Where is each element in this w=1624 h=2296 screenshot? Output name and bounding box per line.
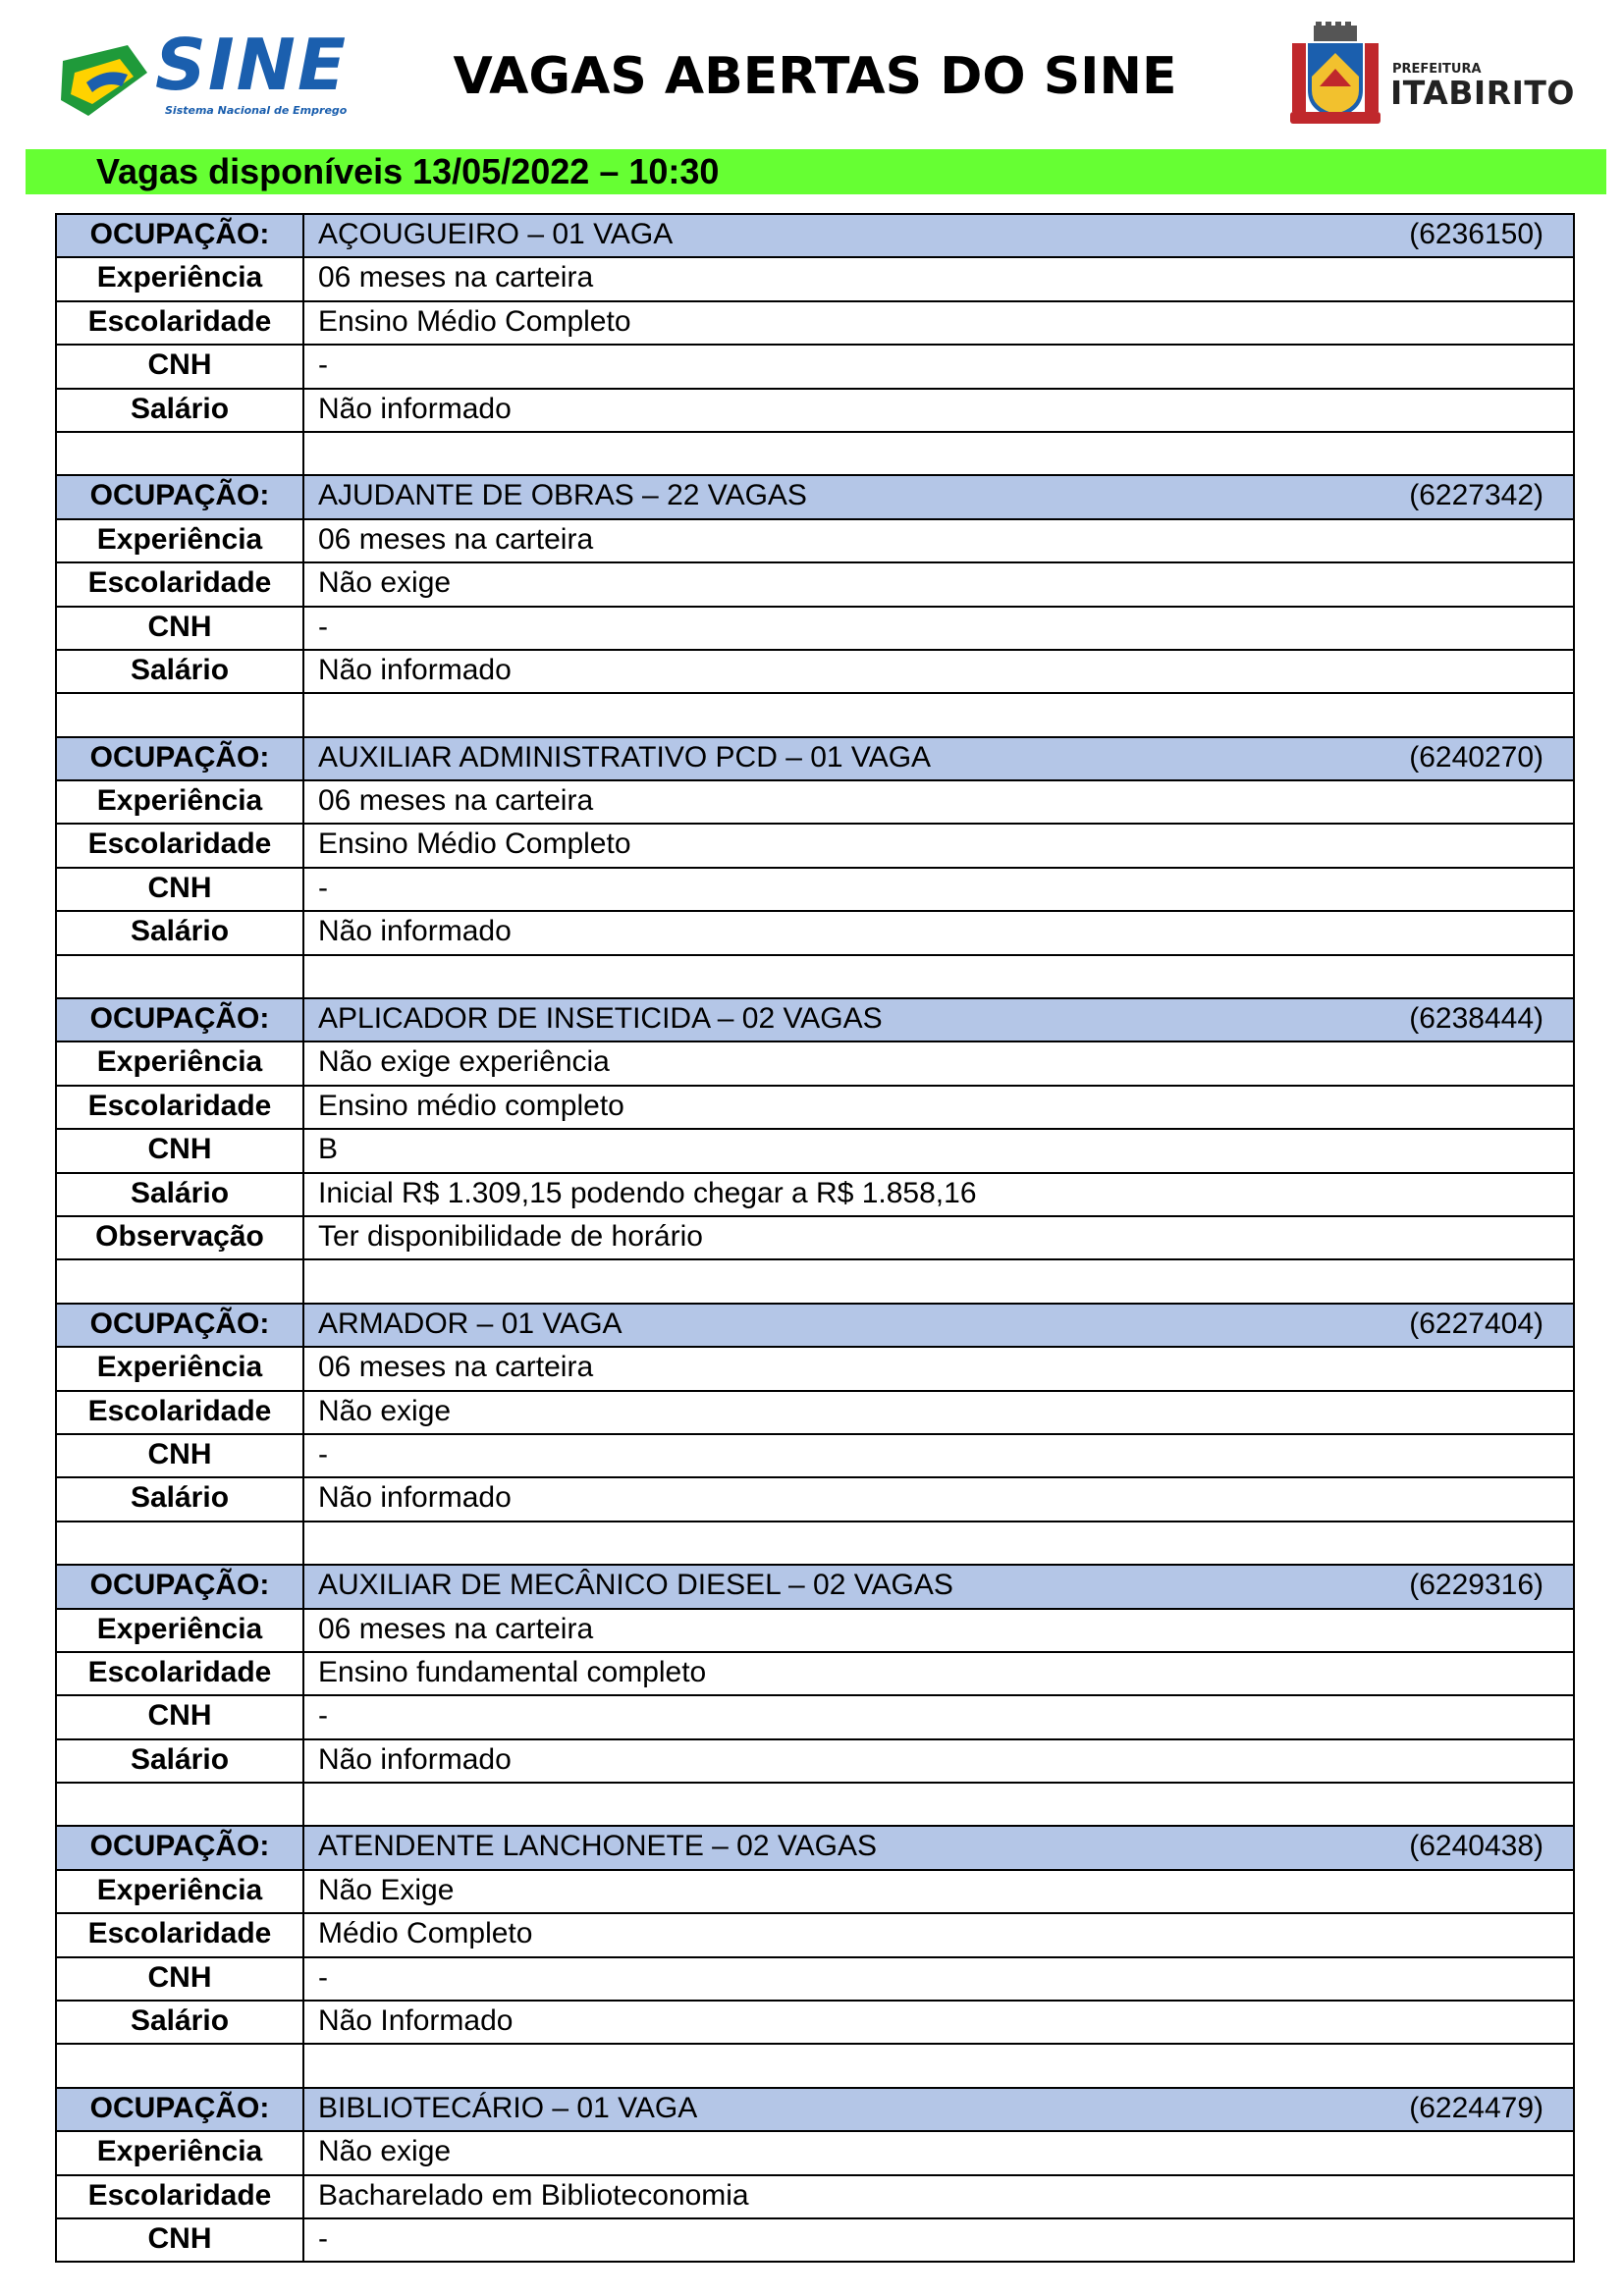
itabirito-logo	[1286, 22, 1575, 126]
occupation-value	[304, 2089, 1573, 2130]
occupation-row	[55, 2089, 1575, 2132]
cnh-value: -	[318, 871, 328, 904]
salario-value: Não informado	[318, 392, 512, 425]
occupation-value	[304, 999, 1573, 1041]
spacer-row	[55, 433, 1575, 476]
spacer-row	[55, 1784, 1575, 1827]
salario-value: Não informado	[318, 1481, 512, 1515]
salario-value: Não informado	[318, 1742, 512, 1776]
spacer-label-cell	[57, 1260, 304, 1302]
escolaridade-label: Escolaridade	[57, 302, 304, 344]
spacer-value-cell	[304, 1522, 1573, 1564]
cnh-value: B	[318, 1133, 339, 1166]
occupation-value	[304, 738, 1573, 779]
occupation-row	[55, 1305, 1575, 1348]
occupation-row	[55, 215, 1575, 258]
spacer-label-cell	[57, 1522, 304, 1564]
detail-row-cnh	[55, 2219, 1575, 2263]
escolaridade-label: Escolaridade	[57, 1914, 304, 1955]
detail-row-cnh	[55, 1435, 1575, 1478]
detail-row-experiencia	[55, 1042, 1575, 1086]
observacao-label: Observação	[57, 1217, 304, 1258]
occupation-title: APLICADOR DE INSETICIDA – 02 VAGAS	[318, 1002, 883, 1036]
detail-row-escolaridade	[55, 1392, 1575, 1435]
occupation-title: AJUDANTE DE OBRAS – 22 VAGAS	[318, 479, 807, 512]
sine-logo-text: SINE	[155, 24, 349, 106]
cnh-value: -	[318, 2221, 328, 2255]
occupation-label: OCUPAÇÃO:	[57, 215, 304, 256]
salario-value: Não informado	[318, 653, 512, 686]
spacer-row	[55, 694, 1575, 737]
cnh-label: CNH	[57, 346, 304, 387]
occupation-label: OCUPAÇÃO:	[57, 738, 304, 779]
salario-label: Salário	[57, 390, 304, 431]
detail-row-cnh	[55, 1130, 1575, 1173]
detail-row-escolaridade	[55, 1653, 1575, 1696]
detail-row-experiencia	[55, 258, 1575, 301]
detail-row-experiencia	[55, 1610, 1575, 1653]
detail-row-salario	[55, 1740, 1575, 1784]
escolaridade-label: Escolaridade	[57, 825, 304, 866]
cnh-value: -	[318, 1699, 328, 1733]
availability-banner	[26, 149, 1606, 194]
experiencia-value: Não Exige	[318, 1873, 455, 1906]
escolaridade-value: Ensino Médio Completo	[318, 304, 631, 338]
spacer-row	[55, 956, 1575, 999]
cnh-label: CNH	[57, 1696, 304, 1737]
sine-flag-icon	[59, 43, 149, 118]
spacer-value-cell	[304, 1260, 1573, 1302]
experiencia-value: Não exige experiência	[318, 1045, 610, 1079]
detail-row-escolaridade	[55, 1914, 1575, 1957]
city-crest-icon	[1286, 22, 1384, 126]
occupation-title: AUXILIAR DE MECÂNICO DIESEL – 02 VAGAS	[318, 1569, 953, 1602]
page-title: VAGAS ABERTAS DO SINE	[453, 47, 1177, 106]
detail-row-salario	[55, 1478, 1575, 1522]
detail-row-experiencia	[55, 1871, 1575, 1914]
availability-date: Vagas disponíveis 13/05/2022 – 10:30	[96, 151, 720, 191]
spacer-row	[55, 2045, 1575, 2088]
spacer-value-cell	[304, 956, 1573, 997]
salario-label: Salário	[57, 1478, 304, 1520]
detail-row-experiencia	[55, 2132, 1575, 2175]
occupation-value	[304, 476, 1573, 517]
occupation-label: OCUPAÇÃO:	[57, 1566, 304, 1607]
detail-row-salario	[55, 912, 1575, 955]
experiencia-label: Experiência	[57, 1610, 304, 1651]
experiencia-label: Experiência	[57, 520, 304, 561]
detail-row-escolaridade	[55, 1087, 1575, 1130]
escolaridade-label: Escolaridade	[57, 2176, 304, 2217]
salario-value: Não informado	[318, 915, 512, 948]
salario-label: Salário	[57, 1174, 304, 1215]
spacer-label-cell	[57, 694, 304, 735]
escolaridade-value: Ensino Médio Completo	[318, 828, 631, 861]
occupation-row	[55, 1566, 1575, 1609]
job-code: (6224479)	[1409, 2091, 1543, 2124]
escolaridade-value: Médio Completo	[318, 1917, 533, 1950]
job-code: (6227342)	[1409, 479, 1543, 512]
cnh-value: -	[318, 1437, 328, 1470]
observacao-value: Ter disponibilidade de horário	[318, 1219, 703, 1253]
cnh-value: -	[318, 610, 328, 643]
cnh-label: CNH	[57, 1958, 304, 2000]
cnh-value: -	[318, 348, 328, 382]
spacer-value-cell	[304, 694, 1573, 735]
experiencia-value: 06 meses na carteira	[318, 784, 594, 818]
salario-label: Salário	[57, 912, 304, 953]
occupation-title: BIBLIOTECÁRIO – 01 VAGA	[318, 2091, 698, 2124]
spacer-value-cell	[304, 1784, 1573, 1825]
cnh-label: CNH	[57, 869, 304, 910]
occupation-title: ARMADOR – 01 VAGA	[318, 1307, 623, 1340]
page-header	[0, 0, 1624, 147]
cnh-label: CNH	[57, 1435, 304, 1476]
occupation-row	[55, 1827, 1575, 1870]
spacer-label-cell	[57, 433, 304, 474]
cnh-label: CNH	[57, 1130, 304, 1171]
experiencia-value: Não exige	[318, 2135, 452, 2168]
detail-row-experiencia	[55, 781, 1575, 825]
detail-row-cnh	[55, 869, 1575, 912]
sine-logo	[59, 24, 349, 124]
escolaridade-value: Ensino médio completo	[318, 1089, 624, 1122]
cnh-label: CNH	[57, 608, 304, 649]
spacer-value-cell	[304, 2045, 1573, 2086]
cnh-value: -	[318, 1960, 328, 1994]
escolaridade-value: Bacharelado em Biblioteconomia	[318, 2178, 749, 2212]
spacer-row	[55, 1260, 1575, 1304]
job-code: (6240270)	[1409, 740, 1543, 774]
detail-row-salario	[55, 651, 1575, 694]
salario-label: Salário	[57, 2002, 304, 2043]
detail-row-salario	[55, 2002, 1575, 2045]
occupation-value	[304, 1566, 1573, 1607]
detail-row-observacao	[55, 1217, 1575, 1260]
detail-row-salario	[55, 1174, 1575, 1217]
detail-row-escolaridade	[55, 2176, 1575, 2219]
occupation-title: ATENDENTE LANCHONETE – 02 VAGAS	[318, 1830, 878, 1863]
occupation-value	[304, 215, 1573, 256]
detail-row-cnh	[55, 346, 1575, 389]
spacer-label-cell	[57, 956, 304, 997]
detail-row-escolaridade	[55, 302, 1575, 346]
experiencia-label: Experiência	[57, 1871, 304, 1912]
job-code: (6229316)	[1409, 1569, 1543, 1602]
detail-row-experiencia	[55, 1348, 1575, 1391]
experiencia-label: Experiência	[57, 2132, 304, 2173]
occupation-row	[55, 476, 1575, 519]
escolaridade-value: Ensino fundamental completo	[318, 1655, 707, 1688]
occupation-value	[304, 1827, 1573, 1868]
occupation-row	[55, 738, 1575, 781]
escolaridade-label: Escolaridade	[57, 1653, 304, 1694]
sine-logo-subtitle: Sistema Nacional de Emprego	[165, 104, 348, 117]
job-code: (6227404)	[1409, 1307, 1543, 1340]
escolaridade-label: Escolaridade	[57, 1087, 304, 1128]
job-code: (6238444)	[1409, 1002, 1543, 1036]
experiencia-label: Experiência	[57, 258, 304, 299]
job-listings-table	[55, 213, 1575, 2263]
salario-value: Não Informado	[318, 2004, 514, 2038]
detail-row-cnh	[55, 608, 1575, 651]
experiencia-label: Experiência	[57, 1042, 304, 1084]
occupation-label: OCUPAÇÃO:	[57, 1827, 304, 1868]
spacer-label-cell	[57, 2045, 304, 2086]
occupation-label: OCUPAÇÃO:	[57, 476, 304, 517]
job-code: (6236150)	[1409, 218, 1543, 250]
experiencia-value: 06 meses na carteira	[318, 1351, 594, 1384]
detail-row-escolaridade	[55, 563, 1575, 607]
experiencia-label: Experiência	[57, 781, 304, 823]
detail-row-cnh	[55, 1958, 1575, 2002]
escolaridade-value: Não exige	[318, 566, 452, 600]
spacer-label-cell	[57, 1784, 304, 1825]
occupation-label: OCUPAÇÃO:	[57, 1305, 304, 1346]
spacer-row	[55, 1522, 1575, 1566]
occupation-title: AUXILIAR ADMINISTRATIVO PCD – 01 VAGA	[318, 740, 932, 774]
experiencia-value: 06 meses na carteira	[318, 261, 594, 294]
occupation-title: AÇOUGUEIRO – 01 VAGA	[318, 218, 674, 250]
salario-label: Salário	[57, 651, 304, 692]
city-name: ITABIRITO	[1390, 74, 1575, 112]
escolaridade-label: Escolaridade	[57, 1392, 304, 1433]
spacer-value-cell	[304, 433, 1573, 474]
detail-row-experiencia	[55, 520, 1575, 563]
occupation-value	[304, 1305, 1573, 1346]
salario-value: Inicial R$ 1.309,15 podendo chegar a R$ 1.858,16	[318, 1176, 977, 1209]
occupation-row	[55, 999, 1575, 1042]
experiencia-value: 06 meses na carteira	[318, 1612, 594, 1645]
experiencia-label: Experiência	[57, 1348, 304, 1389]
escolaridade-label: Escolaridade	[57, 563, 304, 605]
experiencia-value: 06 meses na carteira	[318, 522, 594, 556]
occupation-label: OCUPAÇÃO:	[57, 2089, 304, 2130]
occupation-label: OCUPAÇÃO:	[57, 999, 304, 1041]
prefeitura-label: PREFEITURA	[1392, 62, 1482, 77]
salario-label: Salário	[57, 1740, 304, 1782]
cnh-label: CNH	[57, 2219, 304, 2261]
job-code: (6240438)	[1409, 1830, 1543, 1863]
detail-row-escolaridade	[55, 825, 1575, 868]
detail-row-cnh	[55, 1696, 1575, 1739]
detail-row-salario	[55, 390, 1575, 433]
escolaridade-value: Não exige	[318, 1394, 452, 1427]
